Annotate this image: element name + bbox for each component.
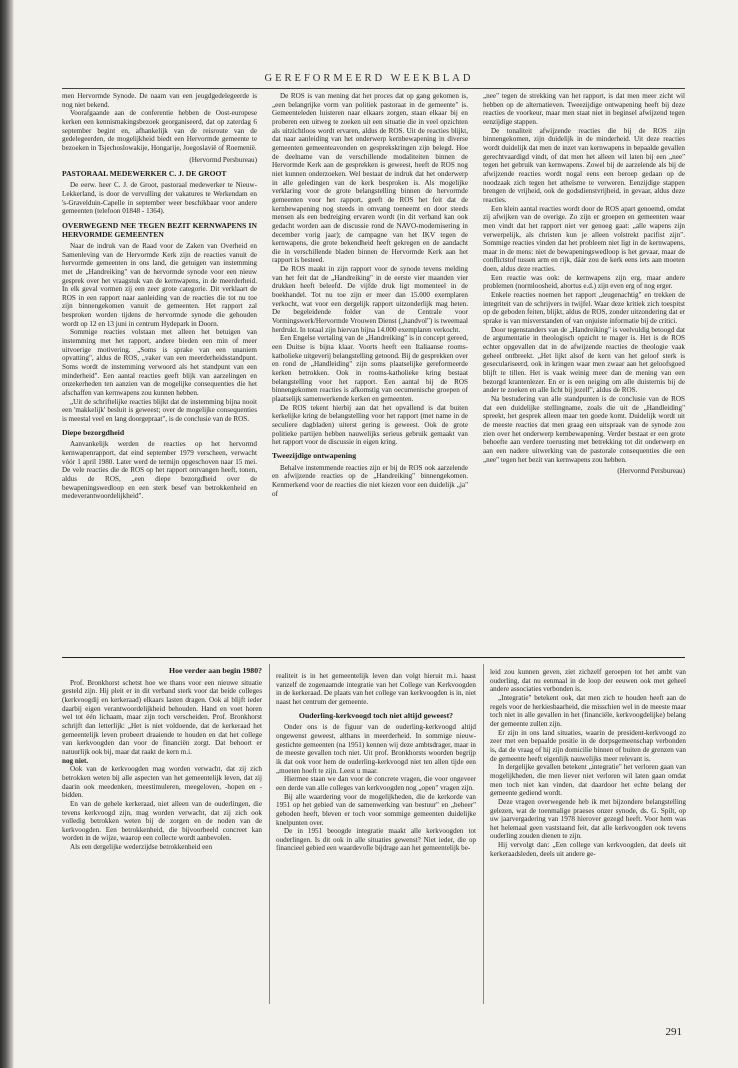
signature: (Hervormd Persbureau) xyxy=(617,467,685,476)
bottom-column-3 xyxy=(490,668,686,988)
paragraph: Naar de indruk van de Raad voor de Zaken van Overheid en Samenleving van de Hervormde Kerk zijn de reacties vanuit de hervormde gemeenten in ons land, die getuigen van instemming met de „Handreiking" van de hervormde synode voor een nieuw gesprek over het vraagstuk van de kernwapens, in de meerderheid. In elk geval vormen zij een zeer grote categorie. Dit verklaart de ROS in een rapport naar aanleiding van de reacties die tot nu toe zijn binnengekomen vanuit de gemeenten. Het rapport zal besproken worden tijdens de hervormde synode die gehouden wordt op 12 en 13 juni in centrum Hydepark in Doorn. xyxy=(62,241,257,328)
paragraph: Een klein aantal reacties wordt door de ROS apart genoemd, omdat zij afwijken van de overige. Zo zijn er groepen en gemeenten waar men vindt dat het rapport niet ver genoeg gaat: „alle wapens zijn verwerpelijk, als christen kun je alleen volstrekt pacifist zijn". Sommige reacties vinden dat het probleem niet ligt in de kernwapens, maar in de mens: niet de bewapeningswedloop is het gevaar, maar de conflictstof tussen arm en rijk, dáár zou de kerk eens iets aan moeten doen, aldus deze reacties. xyxy=(483,204,685,274)
paragraph: Hiermee staan we dan voor de concrete vragen, die voor ongeveer een derde van alle colleges van kerkvoogden nog „open" vragen zijn. xyxy=(276,775,476,792)
paragraph: De ROS maakt in zijn rapport voor de synode tevens melding van het feit dat de „Handreiking" in de eerste vier maanden vier drukken heeft beleefd. De vijfde druk ligt momenteel in de boekhandel. Tot nu toe zijn er meer dan 15.000 exemplaren verkocht, wat voor een dergelijk rapport uitzonderlijk mag heten. De begeleidende folder van de Centrale voor Vormingswerk/Hervormde Vrouwen Dienst („handvol") is tweemaal herdrukt. In totaal zijn hiervan bijna 14.000 exemplaren verkocht. xyxy=(272,265,468,334)
paragraph: realiteit is in het gemeentelijk leven dan volgt hieruit m.i. haast vanzelf de zogenaamde integratie van het College van Kerkvoogden in de kerkeraad. De plaats van het college van kerkvoogden is in, niet naast het centrum der gemeente. xyxy=(276,672,476,706)
paragraph: Een reactie was ook: de kernwapens zijn erg, maar andere problemen (normloosheid, abortus e.d.) zijn even erg of nog erger. xyxy=(483,273,685,291)
paragraph: men Hervormde Synode. De naam van een jeugdgedelegeerde is nog niet bekend. xyxy=(62,92,257,109)
paragraph: Hij vervolgt dan: „Een college van kerkvoogden, dat deels uit kerkeraadsleden, deels uit andere ge- xyxy=(490,841,686,858)
paragraph: leid zou kunnen geven, ziet zichzelf geroepen tot het ambt van ouderling, dat nu eenmaal in de loop der eeuwen ook met geheel andere associaties verbonden is. xyxy=(490,668,686,694)
top-column-2 xyxy=(272,92,468,652)
paragraph: Een Engelse vertaling van de „Handreiking" is in concept gereed, een Duitse is bijna klaar. Voorts heeft een Italiaanse rooms-katholieke uitgeverij belangstelling getoond. Bij de gesprekken over en rond de „Handleiding" zijn soms plaatselijke gereformeerde kerken betrokken. Ook in rooms-katholieke kring bestaat belangstelling voor het rapport. Een aantal bij de ROS binnengekomen reacties is afkomstig van oecumenische groepen of plaatselijk samenwerkende kerken en gemeenten. xyxy=(272,334,468,403)
paragraph: „Uit de schriftelijke reacties blijkt dat de instemming bijna nooit een 'makkelijk' besluit is geweest; over de mogelijke consequenties is meestal veel en lang doorgepraat", is de conclusie van de ROS. xyxy=(62,397,257,423)
paragraph: Onder ons is de figuur van de ouderling-kerkvoogd altijd ongewenst geweest, althans in meerderheid. In sommige nieuw-gestichte gemeenten (na 1951) kennen wij deze ambtsdrager, maar in de meeste gevallen toch niet. Uit prof. Bronkhorsts woorden begrijp ik dat ook voor hem de ouderling-kerkvoogd niet ten allen tijde een „moeten hoeft te zijn. Leest u maar. xyxy=(276,723,476,775)
paragraph-bold: nog niet. xyxy=(62,756,89,765)
header-rule xyxy=(62,88,685,89)
section-divider xyxy=(62,657,685,658)
paragraph: Prof. Bronkhorst schetst hoe we thans voor een nieuwe situatie gesteld zijn. Hij pleit er in dit verband sterk voor dat beide colleges (kerkvoogdij en kerkeraad) elkaars lasten dragen. Ook al blijft ieder daarbij eigen verantwoordelijkheid behouden. Hand en voet horen wel tot één lichaam, maar zijn toch verscheiden. Prof. Bronkhorst schrijft dan letterlijk: „Het is niet voldoende, dat de kerkeraad het gemeentelijk leven probeert draaiende te houden en dat het college van kerkvoogden dan voor de financiën zorgt. Dat behoort er natuurlijk ook bij, maar dat raakt de kern m.i. xyxy=(62,678,262,756)
signature: (Hervormd Persbureau) xyxy=(189,155,257,164)
subheading: Ouderling-kerkvoogd toch niet altijd geweest? xyxy=(298,710,454,720)
book-binding-shadow xyxy=(0,0,14,1068)
paragraph: De tonaliteit afwijzende reacties die bij de ROS zijn binnengekomen, zijn duidelijk in de minderheid. Uit deze reacties wordt duidelijk dat men de inzet van kernwapens in bepaalde gevallen gerechtvaardigd vindt, of dat men het alleen wil laten bij een „nee" tegen het gebruik van kernwapens. Zowel bij de aarzelende als bij de afwijzende reacties wordt nogal eens een beroep gedaan op de noodzaak zich tegen het atheïsme te verweren. Eenzijdige stappen brengen de vrijheid, ook de godsdienstvrijheid, in gevaar, aldus deze reacties. xyxy=(483,126,685,204)
article-title: Hoe verder aan begin 1980? xyxy=(169,666,262,675)
paragraph: De in 1951 beoogde integratie maakt alle kerkvoogden tot ouderlingen. Is dit ook in alle situaties gewenst? Niet ieder, die op financieel gebied een waardevolle bijdrage aan het gemeentelijk be- xyxy=(276,827,476,853)
paragraph: „nee" tegen de strekking van het rapport, is dat men meer zicht wil hebben op de alternatieven. Tweezijdige ontwapening heeft bij deze reacties de voorkeur, maar men staat niet in beginsel afwijzend tegen eenzijdige stappen. xyxy=(483,92,685,126)
paragraph: En van de gehele kerkeraad, niet alleen van de ouderlingen, die tevens kerkvoogd zijn, mag worden verwacht, dat zij zich ook volledig betrokken weten bij de zorgen en de noden van de kerkvoogden. Een betrokkenheid, die bijvoorbeeld concreet kan worden in de wijze, waarop een collecte wordt aanbevolen. xyxy=(62,799,262,843)
paragraph: „Integratie" betekent ook, dat men zich te houden heeft aan de regels voor de herkiesbaarheid, die misschien wel in de meeste maar toch niet in alle gevallen in het (financiële, kerkvoogdelijke) belang der gemeente zullen zijn. xyxy=(490,693,686,728)
paragraph: Er zijn in ons land situaties, waarin de president-kerkvoogd zo zeer met een bepaalde positie in de dorpsgemeenschap verbonden is, dat de vraag of hij zijn domicilie binnen of buiten de grenzen van de gemeente heeft eigenlijk nauwelijks meer relevant is. xyxy=(490,728,686,763)
bottom-column-1 xyxy=(62,662,262,1002)
paragraph: De ROS is van mening dat het proces dat op gang gekomen is, „een belangrijke vorm van politiek pastoraat in de gemeente" is. Gemeenteleden luisteren naar elkaars zorgen, staan elkaar bij en proberen een uitweg te zoeken uit een situatie die in veel opzichten als uitzichtloos wordt ervaren, aldus de ROS. Uit de reacties blijkt, dat naar aanleiding van het onderwerp kernbewapening in diverse gemeenten gemeenteavonden en gesprekskringen zijn belegd. Hoe de deelname van de verschillende modaliteiten binnen de Hervormde Kerk aan de gesprekken is geweest, heeft de ROS nog niet kunnen onderzoeken. Wel bestaat de indruk dat het onderwerp in alle geledingen van de kerk besproken is. Als mogelijke verklaring voor de grote belangstelling binnen de hervormde gemeenten voor het rapport, geeft de ROS het feit dat de kernbewapening nog steeds in omvang toeneemt en door steeds mensen als een bedreiging ervaren wordt (in dit verband kan ook gedacht worden aan de discussie rond de NAVO-modernisering in december vorig jaar); de campagne van het IKV tegen de kernwapens, die grote bekendheid heeft gekregen en de aandacht die in verschillende bladen binnen de Hervormde Kerk aan het rapport is besteed. xyxy=(272,92,468,265)
subheading: Tweezijdige ontwapening xyxy=(272,450,357,460)
paragraph: Ook van de kerkvoogden mag worden verwacht, dat zij zich betrokken weten bij alle aspecten van het gemeentelijk leven, dat zij daarin ook meedenken, meestimuleren, meegeloven, -hopen en -bidden. xyxy=(62,765,262,800)
subheading: Diepe bezorgdheid xyxy=(62,427,125,437)
paragraph: Bij alle waardering voor de mogelijkheden, die de kerkorde van 1951 op het gebied van de samenwerking van bestuur" en „beheer" geboden heeft, bleven er toch voor sommige gemeenten duidelijke knelpunten over. xyxy=(276,792,476,827)
running-header: GEREFORMEERD WEEKBLAD xyxy=(264,73,474,84)
bottom-column-2 xyxy=(276,672,476,1002)
paragraph: Enkele reacties noemen het rapport „leugenachtig" en trekken de integriteit van de schrijvers in twijfel. Waar deze kritiek zich toespitst op de geboden feiten, blijkt, aldus de ROS, zonder uitzondering dat er sprake is van misverstanden of van onjuiste informatie bij de critici. xyxy=(483,291,685,326)
paragraph: Aanvankelijk werden de reacties op het hervormd kernwapenrapport, dat eind september 1979 verscheen, verwacht vóór 1 april 1980. Later werd de termijn opgeschoven naar 15 mei. De vele reacties die de ROS op het rapport ontvangen heeft, tonen, aldus de ROS, „een diepe bezorgdheid over de bewapeningswedloop en een sterk besef van betrokkenheid en medeverantwoordelijkheid". xyxy=(62,440,257,501)
paragraph: Sommige reacties volstaan met alleen het betuigen van instemming met het rapport, andere bieden een min of meer uitvoerige motivering. „Soms is sprake van een unaniem opvatting", aldus de ROS, „vaker van een meerderheidsstandpunt. Soms wordt de instemming verwoord als het standpunt van een minderheid". Een aantal reacties geeft blijk van aarzelingen en onzekerheden ten aanzien van de mogelijke consequenties die het afschaffen van kernwapens zou kunnen hebben. xyxy=(62,328,257,398)
paragraph: Behalve instemmende reacties zijn er bij de ROS ook aarzelende en afwijzende reacties op de „Handreiking" binnengekomen. Kenmerkend voor de reacties die niet kiezen voor een duidelijk „ja" of xyxy=(272,463,468,498)
paragraph: Als een dergelijke wederzijdse betrokkenheid een xyxy=(70,843,213,852)
paragraph: Deze vragen overwegende heb ik met bijzondere belangstelling gelezen, wat de toenmalige praeses onzer synode, ds. G. Spilt, op uw jaarvergadering van 1978 hierover gezegd heeft. Voor hem was het helemaal geen vaststaand feit, dat alle kerkvoogden ook tevens ouderling zouden dienen te zijn. xyxy=(490,797,686,841)
paragraph: Door tegenstanders van de „Handreiking" is veelvuldig betoogd dat de argumentatie in theologisch opzicht te mager is. Het is de ROS echter opgevallen dat in de afwijzende reacties de theologie vaak geheel ontbreekt. „Het lijkt alsof de kern van het geloof sterk is geseculariseerd, ook in kringen waar men zwaar aan het geloofsgoed blijft te tillen. Het is vaak weinig meer dan de mening van een bezorgd krantenlezer. En er is een neiging om alle duisternis bij de ander te zoeken en alle licht bij jezelf", aldus de ROS. xyxy=(483,325,685,395)
column-rule xyxy=(483,664,484,1004)
paragraph: De ROS tekent hierbij aan dat het opvallend is dat buiten kerkelijke kring de belangstelling voor het rapport (met name in de seculiere dagbladen) uiterst gering is geweest. Ook de grote politieke partijen hebben nauwelijks serieus gebruik gemaakt van het rapport voor de discussie in eigen kring. xyxy=(272,403,468,447)
section-heading: PASTORAAL MEDEWERKER C. J. DE GROOT xyxy=(62,169,227,179)
top-column-3 xyxy=(483,92,685,652)
paragraph: De eerw. heer C. J. de Groot, pastoraal medewerker te Nieuw-Lekkerland, is door de vervulling der vakatures te Werkendam en 's-Gravelduin-Capelle in september weer beschikbaar voor andere gemeenten (telefoon 01848 - 1364). xyxy=(62,181,257,216)
paragraph: In dergelijke gevallen betekent „integratie" het verloren gaan van mogelijkheden, die men liever niet verloren wil laten gaan omdat men toch niet kan vinden, dat daardoor het echte belang der gemeente gediend wordt. xyxy=(490,763,686,798)
paragraph: Voorafgaande aan de conferentie hebben de Oost-europese kerken een kennismakingsbezoek georganiseerd, dat op zaterdag 6 september begint en, afhankelijk van de reisroute van de gedelegeerden, de mogelijkheid biedt een Hervormde gemeente te bezoeken in Tsjechoslowakije, Hongarije, Joegoslavië of Roemenië. xyxy=(62,109,257,152)
section-heading: OVERWEGEND NEE TEGEN BEZIT KERNWAPENS IN HERVORMDE GEMEENTEN xyxy=(62,220,257,239)
paragraph: Na bestudering van alle standpunten is de conclusie van de ROS dat een duidelijke stellingname, zoals die uit de „Handleiding" spreekt, het gesprek alleen maar ten goede komt. Duidelijk wordt uit de meeste reacties dat men graag een uitspraak van de synode zou zien over het onderwerp kernbewapening. Verder bestaat er een grote behoefte aan verdere toerusting met betrekking tot dit onderwerp en aan een nadere uitwerking van de pastorale consequenties die een „nee" tegen het bezit van kernwapens zou hebben. xyxy=(483,394,685,464)
column-rule xyxy=(269,664,270,1004)
top-column-1 xyxy=(62,92,257,652)
page-number: 291 xyxy=(665,1026,682,1038)
